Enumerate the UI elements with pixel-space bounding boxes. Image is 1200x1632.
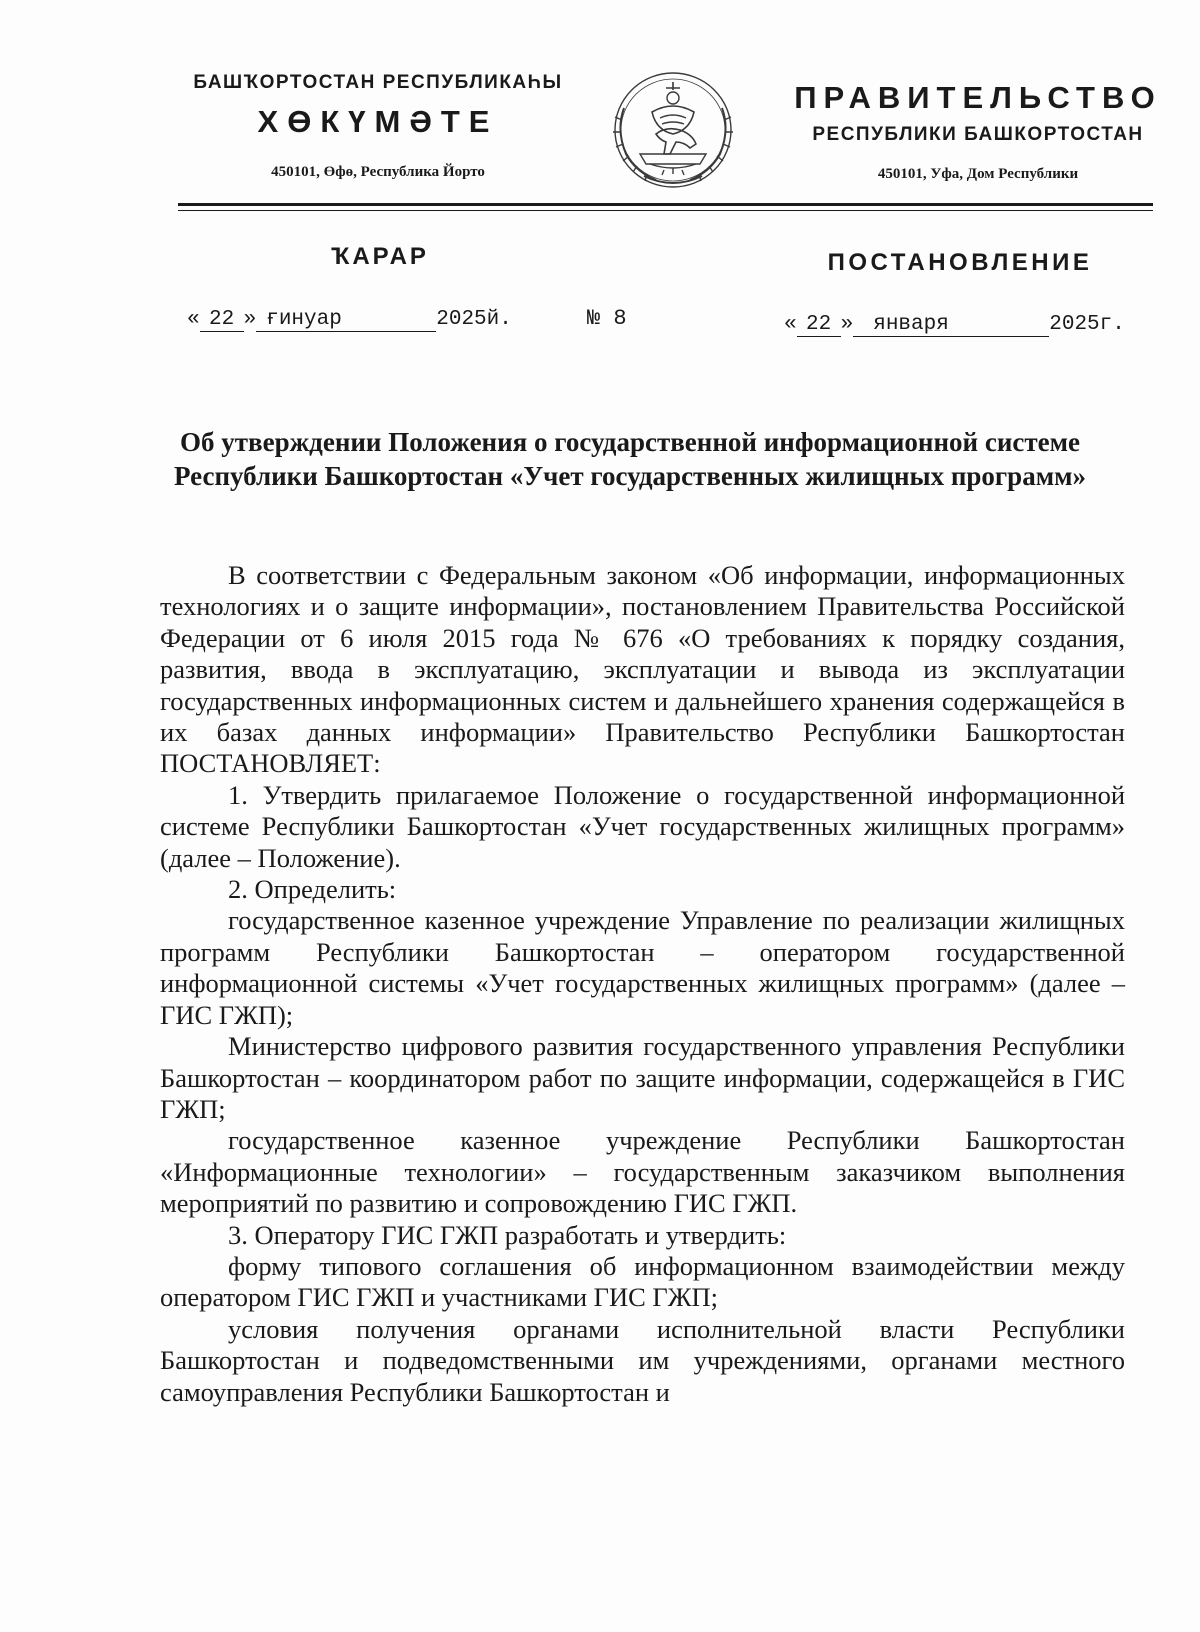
date-month: января bbox=[853, 314, 1049, 337]
letterhead-divider-thin bbox=[178, 210, 1153, 211]
date-close-quote: » bbox=[243, 308, 257, 331]
date-year-suffix: 25г. bbox=[1074, 313, 1125, 336]
date-day: 22 bbox=[200, 309, 244, 332]
date-open-quote: « bbox=[784, 313, 797, 336]
body-paragraph: форму типового соглашения об информационном взаимодействии между оператором ГИС ГЖП и участниками ГИС ГЖП; bbox=[160, 1250, 1125, 1313]
date-month: ғинуар bbox=[256, 309, 436, 332]
letterhead-bashkir-address: 450101, Өфө, Республика Йорто bbox=[271, 164, 485, 180]
body-paragraph: 3. Оператору ГИС ГЖП разработать и утвердить: bbox=[228, 1219, 787, 1250]
body-paragraph: Министерство цифрового развития государственного управления Республики Башкортостан – координатором работ по защите информации, содержащейся в ГИС ГЖП; bbox=[160, 1031, 1125, 1124]
body-paragraph: государственное казенное учреждение Управление по реализации жилищных программ Республики Башкортостан – оператором государственной информационной системы «Учет государственных жилищных программ» (далее – ГИС ГЖП); bbox=[160, 905, 1125, 1030]
letterhead-divider-thick bbox=[178, 203, 1153, 206]
body-paragraph: 2. Определить: bbox=[228, 874, 397, 905]
letterhead-bashkir bbox=[178, 72, 578, 181]
document-body bbox=[160, 560, 1125, 1408]
letterhead-bashkir-government: ХӨКҮМӘТЕ bbox=[257, 104, 499, 139]
decree-date-bashkir bbox=[187, 308, 512, 332]
date-year-prefix: 20 bbox=[1049, 313, 1075, 336]
letterhead-russian-government: ПРАВИТЕЛЬСТВО bbox=[794, 80, 1162, 115]
date-open-quote: « bbox=[187, 308, 200, 331]
body-paragraph: государственное казенное учреждение Республики Башкортостан «Информационные технологии» – государственным заказчиком выполнения мероприятий по развитию и сопровождению ГИС ГЖП. bbox=[160, 1125, 1125, 1219]
letterhead-russian-republic: РЕСПУБЛИКИ БАШКОРТОСТАН bbox=[812, 124, 1144, 145]
letterhead-russian bbox=[778, 72, 1178, 183]
body-paragraph: 1. Утвердить прилагаемое Положение о государственной информационной системе Республики Башкортостан «Учет государственных жилищных программ» (далее – Положение). bbox=[160, 779, 1125, 873]
body-paragraph: В соответствии с Федеральным законом «Об информации, информационных технологиях и о защите информации», постановлением Правительства Российской Федерации от 6 июля 2015 года № 676 «О требованиях к порядку создания, развития, ввода в эксплуатацию, эксплуатации и вывода из эксплуатации государственных информационных систем и дальнейшего хранения содержащейся в их базах данных информации» Правительство Республики Башкортостан ПОСТАНОВЛЯЕТ: bbox=[160, 560, 1125, 779]
date-close-quote: » bbox=[840, 313, 854, 336]
date-year-suffix: 25й. bbox=[461, 308, 512, 331]
body-paragraph: условия получения органами исполнительной власти Республики Башкортостан и подведомственными им учреждениями, органами местного самоуправления Республики Башкортостан и bbox=[160, 1313, 1125, 1407]
decree-number: № 8 bbox=[587, 306, 627, 331]
letterhead-bashkir-republic: БАШҠОРТОСТАН РЕСПУБЛИКАҺЫ bbox=[193, 72, 563, 93]
coat-of-arms-emblem-icon bbox=[600, 68, 746, 196]
document-title: Об утверждении Положения о государственной информационной системе Республики Башкортостан «Учет государственных жилищных программ» bbox=[174, 427, 1086, 491]
decree-title-bashkir: ҠАРАР bbox=[331, 243, 429, 270]
letterhead-russian-address: 450101, Уфа, Дом Республики bbox=[877, 166, 1079, 182]
date-day: 22 bbox=[797, 314, 841, 337]
decree-date-russian bbox=[784, 313, 1125, 337]
decree-title-russian: ПОСТАНОВЛЕНИЕ bbox=[827, 249, 1093, 276]
date-year-prefix: 20 bbox=[436, 308, 462, 331]
